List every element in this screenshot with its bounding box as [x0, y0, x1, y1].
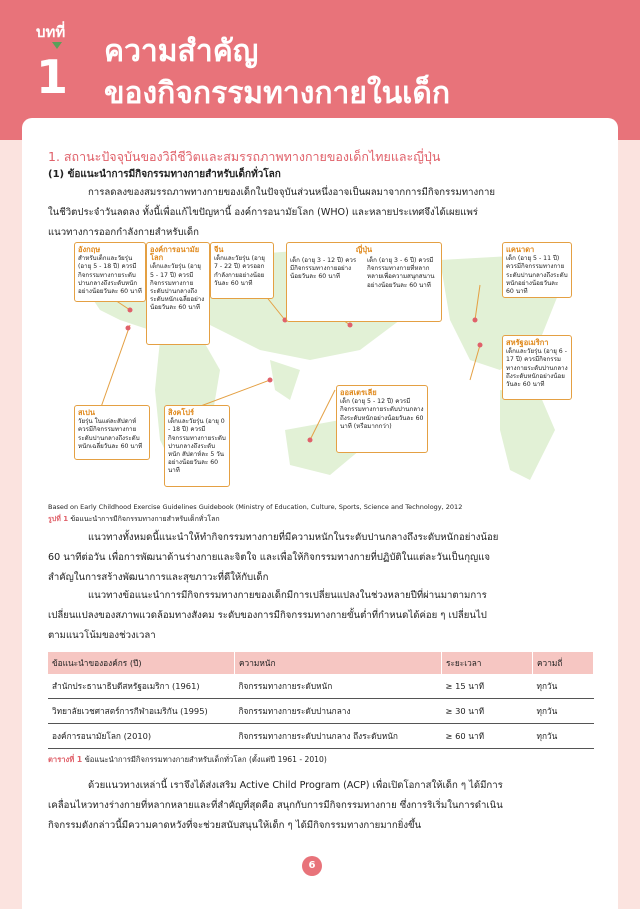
callout-text: เด็กและวัยรุ่น (อายุ 7 - 22 ปี) ควรออกกำลังกายอย่างน้อยวันละ 60 นาที [214, 255, 265, 287]
table-header-row [48, 652, 594, 674]
table-row [48, 674, 594, 699]
paragraph-line: 60 นาทีต่อวัน เพื่อการพัฒนาด้านร่างกายและจิตใจ และเพื่อให้กิจกรรมทางกายที่ปฏิบัติในแต่ละวันเป็นกุญแจ [48, 552, 490, 563]
paragraph-line: ด้วยแนวทางเหล่านี้ เราจึงได้ส่งเสริม Active Child Program (ACP) เพื่อเปิดโอกาสให้เด็ก ๆ ได้มีการ [88, 780, 503, 791]
callout-japan [286, 242, 442, 322]
callout-china [210, 242, 274, 299]
pin-usa [478, 343, 483, 348]
table-cell: ทุกวัน [533, 674, 594, 699]
paragraph-3 [48, 586, 596, 646]
callout-name: อังกฤษ [78, 245, 101, 254]
callout-name: สเปน [78, 408, 96, 417]
paragraph-line: ตามแนวโน้มของช่วงเวลา [48, 630, 156, 641]
table-header-cell: ข้อแนะนำขององค์กร (ปี) [48, 652, 235, 674]
table-cell: ≥ 15 นาที [442, 674, 533, 699]
pin-singapore [268, 378, 273, 383]
table-cell: กิจกรรมทางกายระดับหนัก [235, 674, 442, 699]
table-cell: กิจกรรมทางกายระดับปานกลาง ถึงระดับหนัก [235, 724, 442, 749]
table-row [48, 724, 594, 749]
callout-text: เด็ก (อายุ 3 - 12 ปี) ควรมีกิจกรรมทางกายอย่างน้อยวันละ 60 นาที [290, 257, 357, 281]
figure-source-note: Based on Early Childhood Exercise Guidelines Guidebook (Ministry of Education, Culture, Sports, Science and Technology, 2012 [48, 503, 463, 511]
table-cell: วิทยาลัยเวชศาสตร์การกีฬาอเมริกัน (1995) [48, 699, 235, 724]
pin-england [128, 308, 133, 313]
callout-name: สหรัฐอเมริกา [506, 338, 549, 347]
paragraph-4 [48, 776, 596, 836]
callout-name: จีน [214, 245, 224, 254]
land-south-america [500, 390, 555, 480]
page-number: 6 [302, 856, 322, 876]
world-map-figure [60, 240, 580, 498]
table-header-cell: ความถี่ [533, 652, 594, 674]
callout-text: เด็กและวัยรุ่น (อายุ 6 - 17 ปี) ควรมีกิจกรรมทางกายระดับปานกลางถึงระดับหนักอย่างน้อยวันละ 60 นาที [506, 348, 568, 389]
chapter-number: 1 [36, 50, 69, 104]
callout-canada [502, 242, 572, 298]
callout-name: สิงคโปร์ [168, 408, 195, 417]
table-cell: ทุกวัน [533, 724, 594, 749]
callout-text: สำหรับเด็กและวัยรุ่น (อายุ 5 - 18 ปี) ควรมีกิจกรรมทางกายระดับปานกลางถึงระดับหนักอย่างน้อยวันละ 60 นาที [78, 255, 142, 296]
callout-singapore [164, 405, 230, 487]
table-header-cell: ระยะเวลา [442, 652, 533, 674]
paragraph-line: การลดลงของสมรรถภาพทางกายของเด็กในปัจจุบันส่วนหนึ่งอาจเป็นผลมาจากการมีกิจกรรมทางกาย [88, 187, 495, 198]
paragraph-line: เปลี่ยนแปลงของสภาพแวดล้อมทางสังคม ระดับของการมีกิจกรรมทางกายขั้นต่ำที่กำหนดได้ค่อย ๆ เปลี่ยนไป [48, 610, 487, 621]
guidelines-table [48, 652, 594, 749]
table-caption [48, 754, 327, 766]
paragraph-line: แนวทางข้อแนะนำการมีกิจกรรมทางกายของเด็กมีการเปลี่ยนแปลงในช่วงหลายปีที่ผ่านมาตามการ [88, 590, 487, 601]
paragraph-1 [48, 183, 596, 243]
callout-england [74, 242, 146, 302]
callout-name: ออสเตรเลีย [340, 388, 377, 397]
callout-text: วัยรุ่น ในแต่ละสัปดาห์ควรมีกิจกรรมทางกายระดับปานกลางถึงระดับหนักเฉลี่ยวันละ 60 นาที [78, 418, 143, 450]
table-cell: สำนักประธานาธิบดีสหรัฐอเมริกา (1961) [48, 674, 235, 699]
table-header-cell: ความหนัก [235, 652, 442, 674]
paragraph-line: แนวทางทั้งหมดนี้แนะนำให้ทำกิจกรรมทางกายที่มีความหนักในระดับปานกลางถึงระดับหนักอย่างน้อย [88, 532, 499, 543]
section-title: 1. สถานะปัจจุบันของวิถีชีวิตและสมรรถภาพทางกายของเด็กไทยและญี่ปุ่น [48, 149, 441, 164]
chapter-label: บทที่ [36, 23, 66, 41]
table-caption-label: ตารางที่ 1 [48, 755, 83, 764]
chapter-title-line1: ความสำคัญ [104, 34, 259, 69]
paragraph-2 [48, 528, 596, 588]
land-southeast-asia [270, 360, 300, 400]
table-cell: ≥ 30 นาที [442, 699, 533, 724]
figure-caption-text: ข้อแนะนำการมีกิจกรรมทางกายสำหรับเด็กทั่วโลก [70, 515, 220, 523]
callout-text: เด็กและวัยรุ่น (อายุ 5 - 17 ปี) ควรมีกิจกรรมทางกายระดับปานกลางถึงระดับหนักเฉลี่ยอย่างน้อยวันละ 60 นาที [150, 263, 205, 312]
pin-canada [473, 318, 478, 323]
callout-text: เด็ก (อายุ 3 - 6 ปี) ควรมีกิจกรรมทางกายที่หลากหลายเพื่อความสนุกสนานอย่างน้อยวันละ 60 นาที [367, 257, 435, 289]
callout-text: เด็ก (อายุ 5 - 12 ปี) ควรมีกิจกรรมทางกายระดับปานกลางถึงระดับหนักอย่างน้อยวันละ 60 นาที (หรือมากกว่า) [340, 398, 424, 430]
paragraph-line: ในชีวิตประจำวันลดลง ทั้งนี้เพื่อแก้ไขปัญหานี้ องค์การอนามัยโลก (WHO) และหลายประเทศจึงได้เผยแพร่ [48, 207, 478, 218]
table-cell: กิจกรรมทางกายระดับปานกลาง [235, 699, 442, 724]
pin-spain [126, 326, 131, 331]
figure-caption [48, 514, 220, 525]
table-cell: ทุกวัน [533, 699, 594, 724]
paragraph-line: สำคัญในการสร้างพัฒนาการและสุขภาวะที่ดีให้กับเด็ก [48, 572, 269, 583]
callout-name: ญี่ปุ่น [355, 245, 373, 254]
callout-name: องค์การอนามัยโลก [150, 245, 200, 263]
pin-japan [348, 323, 353, 328]
paragraph-line: กิจกรรมดังกล่าวนี้มีความคาดหวังที่จะช่วยสนับสนุนให้เด็ก ๆ ได้มีกิจกรรมทางกายมากยิ่งขึ้น [48, 820, 422, 831]
callout-who [146, 242, 210, 345]
figure-caption-label: รูปที่ 1 [48, 515, 69, 523]
callout-name: แคนาดา [506, 245, 535, 254]
paragraph-line: แนวทางการออกกำลังกายสำหรับเด็ก [48, 227, 199, 238]
callout-text: เด็ก (อายุ 5 - 11 ปี) ควรมีกิจกรรมทางกายระดับปานกลางถึงระดับหนักอย่างน้อยวันละ 60 นาที [506, 255, 568, 296]
callout-usa [502, 335, 572, 400]
section-subtitle: (1) ข้อแนะนำการมีกิจกรรมทางกายสำหรับเด็กทั่วโลก [48, 169, 281, 180]
callout-australia [336, 385, 428, 453]
pin-australia [308, 438, 313, 443]
chapter-title-line2: ของกิจกรรมทางกายในเด็ก [104, 76, 450, 111]
callout-text: เด็กและวัยรุ่น (อายุ 0 - 18 ปี) ควรมีกิจกรรมทางกายระดับปานกลางถึงระดับหนัก สัปดาห์ละ 5 วัน อย่างน้อยวันละ 60 นาที [168, 418, 226, 475]
paragraph-line: เคลื่อนไหวทางร่างกายที่หลากหลายและที่สำคัญที่สุดคือ สนุกกับการมีกิจกรรมทางกาย ซึ่งการริเริ่มในการดำเนิน [48, 800, 503, 811]
callout-spain [74, 405, 150, 460]
table-cell: ≥ 60 นาที [442, 724, 533, 749]
table-caption-text: ข้อแนะนำการมีกิจกรรมทางกายสำหรับเด็กทั่วโลก (ตั้งแต่ปี 1961 - 2010) [84, 755, 327, 764]
table-cell: องค์การอนามัยโลก (2010) [48, 724, 235, 749]
chapter-marker-icon [52, 42, 62, 49]
callout-line [100, 325, 130, 410]
table-row [48, 699, 594, 724]
